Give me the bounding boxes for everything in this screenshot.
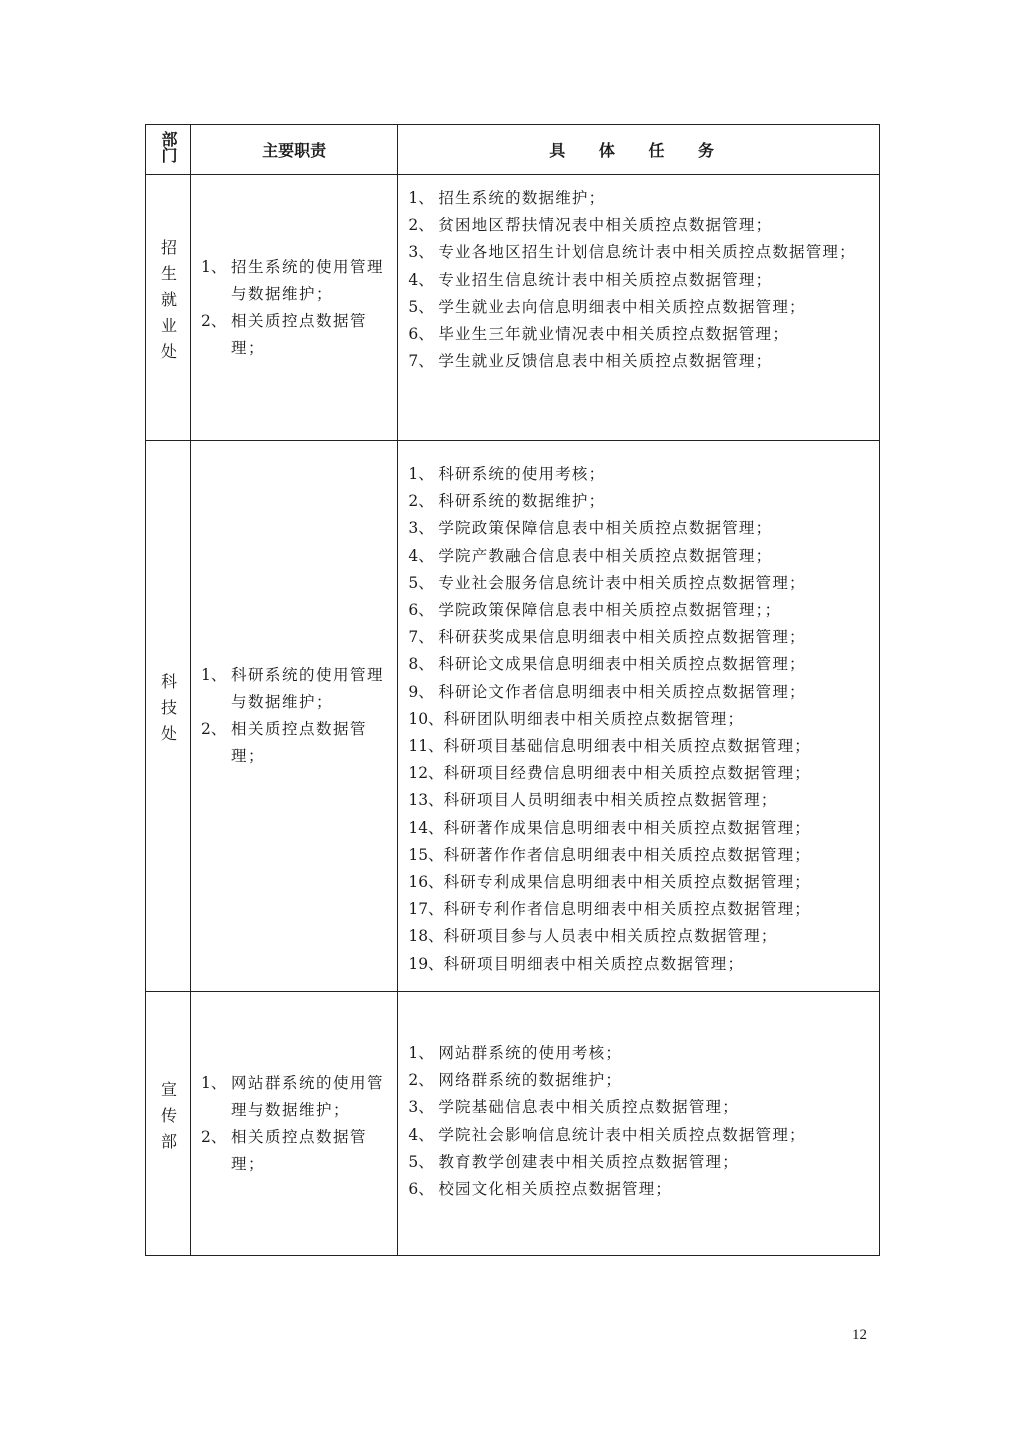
task-number: 1、 — [408, 1044, 434, 1062]
task-text: 学院政策保障信息表中相关质控点数据管理；； — [438, 601, 782, 620]
duty-number: 1、 — [201, 257, 227, 276]
task-item — [408, 706, 873, 733]
task-item — [408, 869, 873, 896]
task-item — [408, 1176, 873, 1203]
task-number: 9、 — [408, 682, 434, 701]
dept-cell — [146, 441, 191, 992]
duty-cell — [191, 992, 398, 1256]
table-header-row — [146, 125, 880, 175]
dept-name: 招生就业处 — [158, 238, 178, 369]
task-item — [408, 951, 873, 978]
task-number: 6、 — [408, 325, 434, 344]
duty-cell — [191, 175, 398, 441]
task-item — [408, 815, 873, 842]
task-number: 7、 — [408, 628, 434, 647]
task-text: 教育教学创建表中相关质控点数据管理； — [438, 1152, 739, 1171]
task-item — [408, 543, 873, 570]
task-item — [408, 239, 873, 266]
duty-number: 2、 — [201, 720, 227, 738]
task-item — [408, 267, 873, 294]
page-number: 12 — [852, 1327, 867, 1343]
task-text: 科研项目基础信息明细表中相关质控点数据管理； — [443, 737, 811, 756]
task-text: 科研项目经费信息明细表中相关质控点数据管理； — [443, 764, 811, 783]
task-cell — [398, 175, 880, 441]
task-number: 3、 — [408, 1098, 434, 1117]
task-text: 毕业生三年就业情况表中相关质控点数据管理； — [438, 325, 790, 344]
table-row — [146, 175, 880, 441]
task-text: 科研系统的使用考核； — [438, 465, 606, 483]
task-item — [408, 185, 873, 212]
table-row — [146, 992, 880, 1256]
task-number: 16、 — [408, 873, 444, 892]
task-item — [408, 1040, 873, 1067]
header-duty: 主要职责 — [191, 125, 398, 175]
task-number: 2、 — [408, 216, 434, 235]
task-number: 11、 — [408, 737, 444, 756]
task-number: 6、 — [408, 1180, 434, 1199]
task-item — [408, 348, 873, 375]
task-number: 7、 — [408, 352, 434, 371]
task-item — [408, 1149, 873, 1176]
task-text: 招生系统的数据维护； — [438, 189, 606, 207]
task-text: 科研著作作者信息明细表中相关质控点数据管理； — [443, 845, 811, 864]
task-number: 10、 — [408, 709, 444, 728]
task-number: 2、 — [408, 1071, 434, 1090]
task-number: 1、 — [408, 465, 434, 483]
task-text: 科研著作成果信息明细表中相关质控点数据管理； — [443, 818, 811, 837]
duty-item — [201, 662, 389, 716]
task-item — [408, 212, 873, 239]
task-number: 15、 — [408, 845, 444, 864]
responsibility-table — [145, 124, 880, 1256]
task-item — [408, 294, 873, 321]
duty-item — [201, 1124, 389, 1178]
task-number: 3、 — [408, 243, 434, 262]
task-number: 17、 — [408, 900, 444, 919]
duty-cell — [191, 441, 398, 992]
task-cell — [398, 441, 880, 992]
duty-number: 1、 — [201, 1073, 227, 1092]
task-text: 科研论文作者信息明细表中相关质控点数据管理； — [438, 682, 806, 701]
task-item — [408, 787, 873, 814]
task-item — [408, 842, 873, 869]
task-item — [408, 1122, 873, 1149]
task-text: 科研项目明细表中相关质控点数据管理； — [443, 954, 745, 973]
task-text: 科研团队明细表中相关质控点数据管理； — [443, 709, 745, 728]
duty-text: 相关质控点数据管理； — [231, 311, 368, 357]
task-number: 12、 — [408, 764, 444, 783]
duty-text: 招生系统的使用管理与数据维护； — [231, 257, 385, 303]
task-text: 校园文化相关质控点数据管理； — [438, 1180, 673, 1199]
task-text: 科研获奖成果信息明细表中相关质控点数据管理； — [438, 628, 806, 647]
task-item — [408, 461, 873, 488]
task-text: 科研论文成果信息明细表中相关质控点数据管理； — [438, 655, 806, 674]
task-item — [408, 597, 873, 624]
task-item — [408, 321, 873, 348]
task-cell — [398, 992, 880, 1256]
task-text: 学生就业去向信息明细表中相关质控点数据管理； — [438, 297, 806, 316]
task-text: 贫困地区帮扶情况表中相关质控点数据管理； — [438, 216, 773, 235]
task-number: 5、 — [408, 1152, 434, 1171]
task-item — [408, 570, 873, 597]
task-number: 6、 — [408, 601, 434, 620]
task-text: 专业社会服务信息统计表中相关质控点数据管理； — [438, 573, 806, 592]
duty-item — [201, 254, 389, 308]
task-text: 科研专利成果信息明细表中相关质控点数据管理； — [443, 873, 811, 892]
task-text: 学院政策保障信息表中相关质控点数据管理； — [438, 519, 773, 538]
duty-text: 科研系统的使用管理与数据维护； — [231, 666, 385, 711]
task-item — [408, 923, 873, 950]
task-item — [408, 1067, 873, 1094]
task-number: 4、 — [408, 546, 434, 565]
task-number: 18、 — [408, 927, 444, 946]
task-text: 专业招生信息统计表中相关质控点数据管理； — [438, 270, 773, 289]
task-number: 2、 — [408, 492, 434, 511]
dept-name: 宣传部 — [158, 1080, 178, 1159]
task-text: 学院产教融合信息表中相关质控点数据管理； — [438, 546, 773, 565]
duty-number: 2、 — [201, 1127, 227, 1146]
task-text: 专业各地区招生计划信息统计表中相关质控点数据管理； — [438, 243, 856, 262]
task-text: 学院基础信息表中相关质控点数据管理； — [438, 1098, 739, 1117]
task-number: 3、 — [408, 519, 434, 538]
duty-text: 相关质控点数据管理； — [231, 720, 368, 765]
duty-number: 1、 — [201, 666, 227, 684]
task-text: 网络群系统的数据维护； — [438, 1071, 623, 1090]
duty-number: 2、 — [201, 311, 227, 330]
task-number: 8、 — [408, 655, 434, 674]
task-text: 科研项目人员明细表中相关质控点数据管理； — [443, 791, 778, 810]
task-item — [408, 760, 873, 787]
duty-item — [201, 716, 389, 770]
task-item — [408, 733, 873, 760]
duty-text: 相关质控点数据管理； — [231, 1127, 368, 1173]
header-dept-label: 部门 — [159, 130, 179, 163]
header-tasks: 具 体 任 务 — [398, 125, 880, 175]
dept-name: 科技处 — [158, 673, 178, 751]
duty-item — [201, 308, 389, 362]
task-text: 科研系统的数据维护； — [438, 492, 606, 511]
header-dept — [146, 125, 191, 175]
task-number: 14、 — [408, 818, 444, 837]
duty-item — [201, 1070, 389, 1124]
task-item — [408, 679, 873, 706]
task-number: 5、 — [408, 573, 434, 592]
duty-text: 网站群系统的使用管理与数据维护； — [231, 1073, 385, 1119]
task-number: 13、 — [408, 791, 444, 810]
task-text: 科研项目参与人员表中相关质控点数据管理； — [443, 927, 778, 946]
task-number: 5、 — [408, 297, 434, 316]
task-item — [408, 624, 873, 651]
task-number: 1、 — [408, 189, 434, 207]
task-text: 学院社会影响信息统计表中相关质控点数据管理； — [438, 1125, 806, 1144]
table-row — [146, 441, 880, 992]
task-number: 4、 — [408, 270, 434, 289]
dept-cell — [146, 175, 191, 441]
task-item — [408, 515, 873, 542]
task-item — [408, 1094, 873, 1121]
task-item — [408, 488, 873, 515]
task-text: 学生就业反馈信息表中相关质控点数据管理； — [438, 352, 773, 371]
dept-cell — [146, 992, 191, 1256]
task-number: 19、 — [408, 954, 444, 973]
task-item — [408, 896, 873, 923]
task-item — [408, 651, 873, 678]
task-number: 4、 — [408, 1125, 434, 1144]
task-text: 网站群系统的使用考核； — [438, 1044, 623, 1062]
task-text: 科研专利作者信息明细表中相关质控点数据管理； — [443, 900, 811, 919]
